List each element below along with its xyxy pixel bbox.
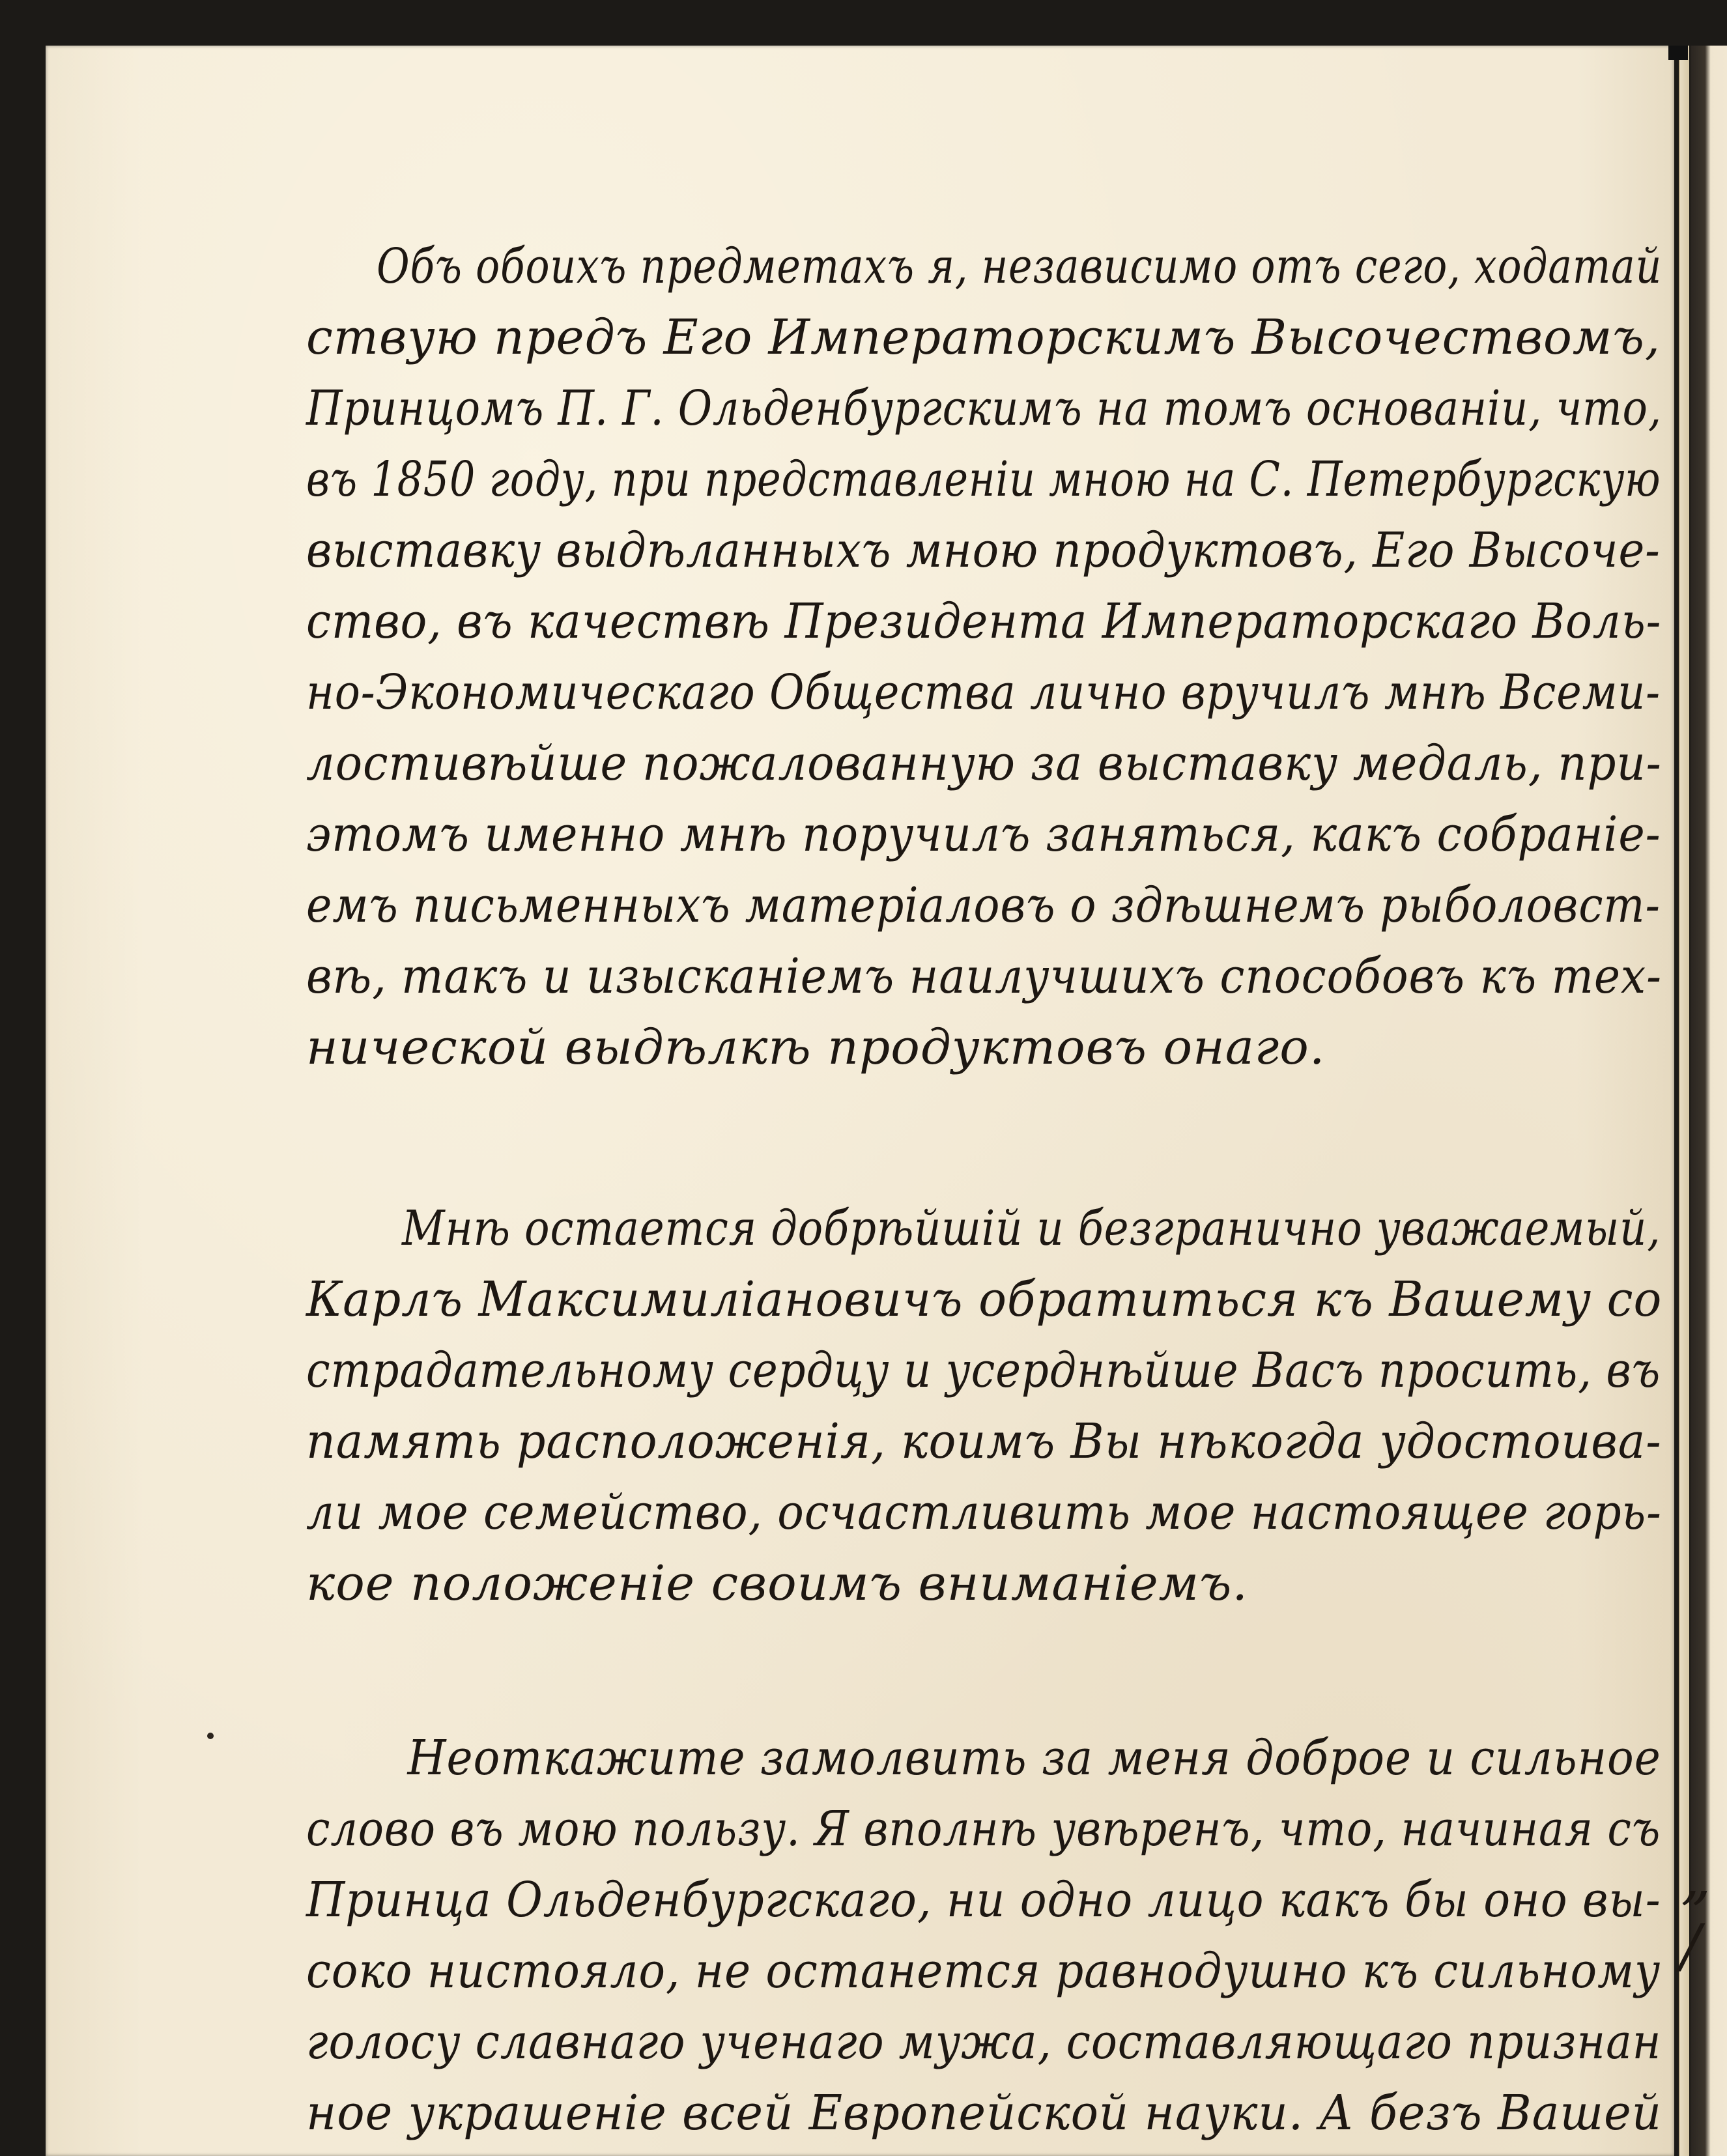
margin-note: „ / bbox=[1681, 1843, 1711, 1980]
text-line: лостивѣйше пожалованную за выставку медаль, при- bbox=[306, 735, 1662, 791]
paragraph-2 bbox=[306, 1193, 1661, 1619]
text-line: страдательному сердцу и усерднѣйше Васъ просить, въ bbox=[306, 1342, 1661, 1398]
text-line: Принцомъ П. Г. Ольденбургскимъ на томъ основаніи, что, bbox=[306, 380, 1662, 436]
text-line: ли мое семейство, осчастливить мое настоящее горь- bbox=[306, 1484, 1662, 1540]
text-line: Мнѣ остается добрѣйшій и безгранично уважаемый, bbox=[402, 1200, 1661, 1256]
text-line: въ 1850 году, при представленіи мною на С. Петербургскую bbox=[306, 451, 1661, 507]
text-line: слово въ мою пользу. Я вполнѣ увѣренъ, что, начиная съ bbox=[306, 1801, 1661, 1857]
text-line: память расположенія, коимъ Вы нѣкогда удостоива- bbox=[306, 1413, 1662, 1469]
text-line: вѣ, такъ и изысканіемъ наилучшихъ способовъ къ тех- bbox=[306, 948, 1662, 1004]
text-line: емъ письменныхъ матеріаловъ о здѣшнемъ рыболовст- bbox=[306, 877, 1661, 933]
text-line: голосу славнаго ученаго мужа, составляющаго признан bbox=[306, 2014, 1662, 2070]
text-line: ство, въ качествѣ Президента Императорскаго Воль- bbox=[306, 593, 1662, 649]
paragraph-1 bbox=[306, 231, 1661, 1083]
paragraph-3 bbox=[306, 1723, 1661, 2149]
text-line: Карлъ Максимиліановичъ обратиться къ Вашему со bbox=[306, 1271, 1663, 1327]
adjacent-page-sliver bbox=[1691, 46, 1727, 2156]
page-edge bbox=[1679, 46, 1689, 2156]
text-line: ствую предъ Его Императорскимъ Высочествомъ, bbox=[306, 309, 1661, 365]
text-line: соко нистояло, не останется равнодушно къ сильному bbox=[306, 1943, 1661, 1999]
binding-tab bbox=[1668, 46, 1688, 60]
text-line: Принца Ольденбургскаго, ни одно лицо какъ бы оно вы- bbox=[306, 1872, 1661, 1928]
text-line: нической выдѣлкѣ продуктовъ онаго. bbox=[306, 1019, 1326, 1075]
ink-dot bbox=[207, 1733, 214, 1739]
text-line: но-Экономическаго Общества лично вручилъ мнѣ Всеми- bbox=[306, 664, 1661, 720]
text-line: Неоткажите замолвить за меня доброе и сильное bbox=[407, 1730, 1661, 1786]
text-line: ное украшеніе всей Европейской науки. А безъ Вашей bbox=[306, 2085, 1663, 2141]
text-line: кое положеніе своимъ вниманіемъ. bbox=[306, 1555, 1248, 1611]
text-line: выставку выдѣланныхъ мною продуктовъ, Его Высоче- bbox=[306, 522, 1661, 578]
letter-body bbox=[306, 231, 1661, 2149]
text-line: этомъ именно мнѣ поручилъ заняться, какъ собраніе- bbox=[306, 806, 1661, 862]
text-line: Объ обоихъ предметахъ я, независимо отъ сего, ходатай bbox=[377, 238, 1663, 294]
